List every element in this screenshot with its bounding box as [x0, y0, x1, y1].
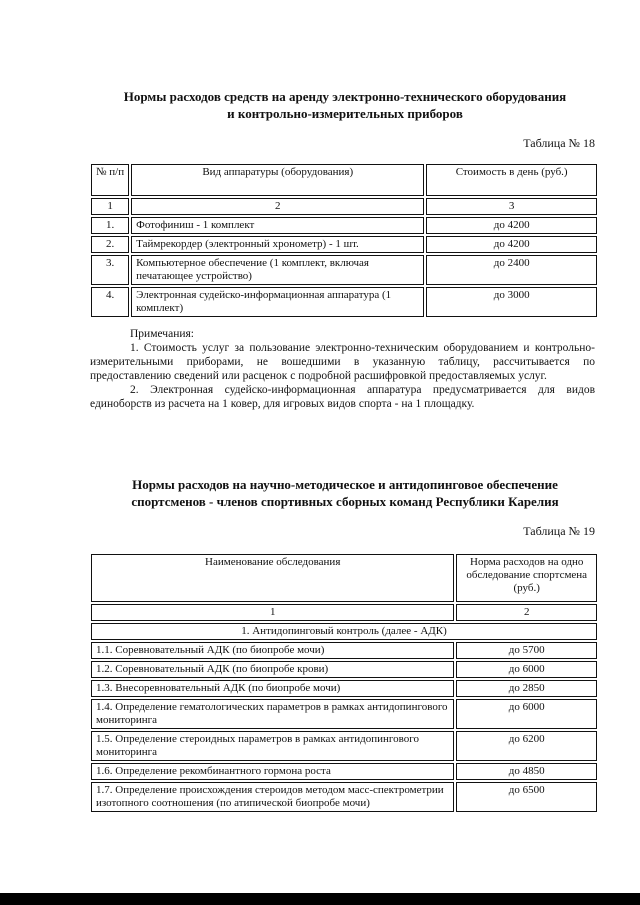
t18-row2-num: 2.	[91, 236, 129, 253]
t19-row1-cost: до 5700	[456, 642, 597, 659]
table18-label: Таблица № 18	[523, 136, 595, 150]
t18-row4-num: 4.	[91, 287, 129, 317]
t19-header-name: Наименование обследования	[91, 554, 454, 602]
section1-title-line1: Нормы расходов средств на аренду электронно-технического оборудования	[123, 89, 567, 104]
t18-row3-name: Компьютерное обеспечение (1 комплект, включая печатающее устройство)	[131, 255, 424, 285]
table-row	[91, 642, 597, 659]
scan-bottom-edge	[0, 893, 640, 905]
table-row	[91, 255, 597, 285]
table-18	[89, 162, 599, 319]
t18-row4-cost: до 3000	[426, 287, 597, 317]
t18-row1-cost: до 4200	[426, 217, 597, 234]
table-row	[91, 236, 597, 253]
t19-row5-name: 1.5. Определение стероидных параметров в рамках антидопингового мониторинга	[91, 731, 454, 761]
t19-row4-cost: до 6000	[456, 699, 597, 729]
section1-title	[90, 88, 600, 122]
t18-row3-num: 3.	[91, 255, 129, 285]
table-19	[89, 552, 599, 814]
table-row	[91, 680, 597, 697]
table-row	[91, 217, 597, 234]
t18-colnum-1: 1	[91, 198, 129, 215]
section1-title-line2: и контрольно-измерительных приборов	[227, 106, 463, 121]
table-row	[91, 661, 597, 678]
t19-row4-name: 1.4. Определение гематологических параметров в рамках антидопингового мониторинга	[91, 699, 454, 729]
t18-header-name: Вид аппаратуры (оборудования)	[131, 164, 424, 196]
t18-colnum-3: 3	[426, 198, 597, 215]
t18-header-cost: Стоимость в день (руб.)	[426, 164, 597, 196]
notes-block	[90, 327, 595, 411]
table-row	[91, 782, 597, 812]
t19-row5-cost: до 6200	[456, 731, 597, 761]
table-row	[91, 731, 597, 761]
notes-title: Примечания:	[130, 328, 194, 340]
t19-row7-cost: до 6500	[456, 782, 597, 812]
t18-header-num: № п/п	[91, 164, 129, 196]
table-row	[91, 763, 597, 780]
t19-row2-name: 1.2. Соревновательный АДК (по биопробе крови)	[91, 661, 454, 678]
t18-row2-name: Таймрекордер (электронный хронометр) - 1 шт.	[131, 236, 424, 253]
t19-colnum-2: 2	[456, 604, 597, 621]
section2-title-line1: Нормы расходов на научно-методическое и антидопинговое обеспечение	[132, 477, 558, 492]
t18-colnum-2: 2	[131, 198, 424, 215]
t19-row1-name: 1.1. Соревновательный АДК (по биопробе мочи)	[91, 642, 454, 659]
t19-header-cost: Норма расходов на одно обследование спортсмена (руб.)	[456, 554, 597, 602]
table-row	[91, 699, 597, 729]
t19-row3-name: 1.3. Внесоревновательный АДК (по биопробе мочи)	[91, 680, 454, 697]
section2-title	[90, 476, 600, 510]
table19-label: Таблица № 19	[523, 524, 595, 538]
t19-row2-cost: до 6000	[456, 661, 597, 678]
t19-group-title: 1. Антидопинговый контроль (далее - АДК)	[91, 623, 597, 640]
t19-row6-cost: до 4850	[456, 763, 597, 780]
t18-row1-name: Фотофиниш - 1 комплект	[131, 217, 424, 234]
note-1: 1. Стоимость услуг за пользование электронно-техническим оборудованием и контрольно-измерительными приборами, не вошедшими в указанную таблицу, рассчитывается по предоставлению сведений или расценок с подробной расшифровкой предоставляемых услуг.	[90, 342, 595, 382]
t19-row3-cost: до 2850	[456, 680, 597, 697]
t18-row1-num: 1.	[91, 217, 129, 234]
section2-title-line2: спортсменов - членов спортивных сборных команд Республики Карелия	[131, 494, 559, 509]
t19-row7-name: 1.7. Определение происхождения стероидов методом масс-спектрометрии изотопного соотношения (по атипической биопробе мочи)	[91, 782, 454, 812]
t18-row4-name: Электронная судейско-информационная аппаратура (1 комплект)	[131, 287, 424, 317]
t19-colnum-1: 1	[91, 604, 454, 621]
note-2: 2. Электронная судейско-информационная аппаратура предусматривается для видов единоборств из расчета на 1 ковер, для игровых видов спорта - на 1 площадку.	[90, 384, 595, 410]
t18-row2-cost: до 4200	[426, 236, 597, 253]
table-row	[91, 287, 597, 317]
t18-row3-cost: до 2400	[426, 255, 597, 285]
t19-row6-name: 1.6. Определение рекомбинантного гормона роста	[91, 763, 454, 780]
